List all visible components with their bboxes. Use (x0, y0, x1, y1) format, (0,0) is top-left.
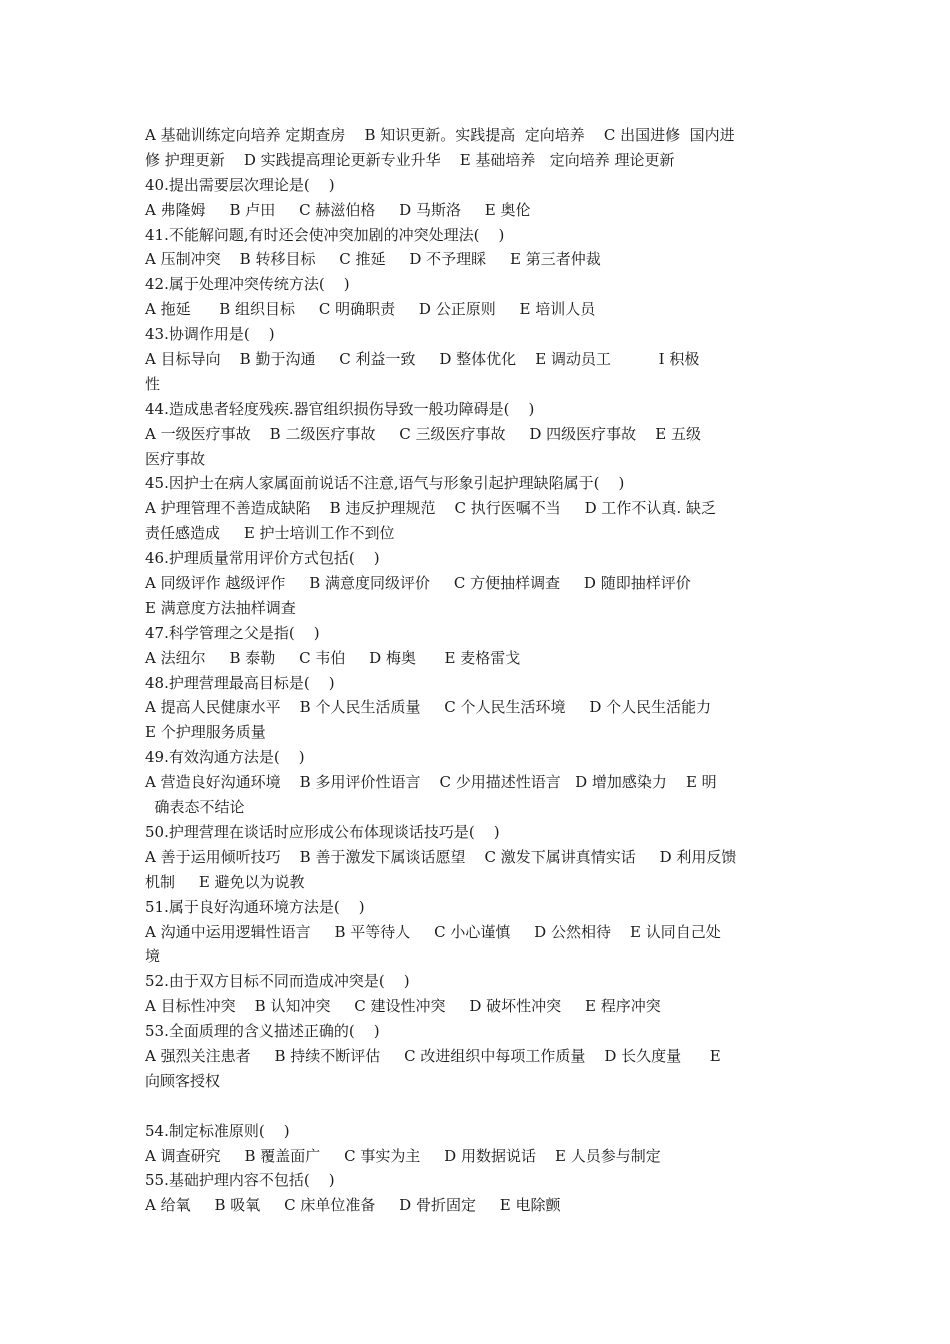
text-line: 47.科学管理之父是指( ) (145, 623, 320, 642)
blank-line (145, 1094, 810, 1119)
text-line: 53.全面质理的含义描述正确的( ) (145, 1022, 380, 1041)
text-line: A 目标性冲突 B 认知冲突 C 建设性冲突 D 破坏性冲突 E 程序冲突 (145, 997, 661, 1016)
text-line: 50.护理营理在谈话时应形成公布体现谈话技巧是( ) (145, 822, 500, 841)
text-line: A 提高人民健康水平 B 个人民生活质量 C 个人民生活环境 D 个人民生活能力 (145, 698, 712, 717)
text-line: 43.协调作用是( ) (145, 325, 275, 344)
text-line: 44.造成患者轻度残疾.器官组织损伤导致一般功障碍是( ) (145, 399, 535, 418)
text-line: A 压制冲突 B 转移目标 C 推延 D 不予理睬 E 第三者仲裁 (145, 250, 601, 269)
text-line: A 目标导向 B 勤于沟通 C 利益一致 D 整体优化 E 调动员工 I 积极 (145, 350, 700, 369)
text-line: A 拖延 B 组织目标 C 明确职责 D 公正原则 E 培训人员 (145, 300, 596, 319)
text-line: A 善于运用倾听技巧 B 善于激发下属谈话愿望 C 激发下属讲真情实话 D 利用反馈 (145, 847, 737, 866)
text-line: 40.提出需要层次理论是( ) (145, 175, 335, 194)
text-line: 向顾客授权 (145, 1071, 221, 1090)
text-line: 性 (145, 374, 161, 393)
text-line: 49.有效沟通方法是( ) (145, 748, 305, 767)
text-line: 51.属于良好沟通环境方法是( ) (145, 897, 365, 916)
text-line: 境 (145, 947, 161, 966)
text-line: A 同级评作 越级评作 B 满意度同级评价 C 方便抽样调查 D 随即抽样评价 (145, 574, 691, 593)
text-line: A 调查研究 B 覆盖面广 C 事实为主 D 用数据说话 E 人员参与制定 (145, 1146, 661, 1165)
text-line: 42.属于处理冲突传统方法( ) (145, 275, 350, 294)
text-line: A 一级医疗事故 B 二级医疗事故 C 三级医疗事故 D 四级医疗事故 E 五级 (145, 424, 701, 443)
text-line: A 基础训练定向培养 定期查房 B 知识更新。实践提高 定向培养 C 出国进修 国内进 (145, 126, 735, 144)
text-line: 52.由于双方目标不同而造成冲突是( ) (145, 972, 410, 991)
text-line: A 营造良好沟通环境 B 多用评价性语言 C 少用描述性语言 D 增加感染力 E 明 (145, 773, 717, 792)
text-line: A 给氧 B 吸氧 C 床单位准备 D 骨折固定 E 电除颤 (145, 1196, 561, 1215)
text-line: E 满意度方法抽样调查 (145, 598, 296, 617)
text-line: 46.护理质量常用评价方式包括( ) (145, 549, 380, 568)
text-line: 修 护理更新 D 实践提高理论更新专业升华 E 基础培养 定向培养 理论更新 (145, 150, 675, 169)
text-line: 48.护理营理最高目标是( ) (145, 673, 335, 692)
text-line: 确表态不结论 (145, 798, 245, 817)
text-line: 54.制定标准原则( ) (145, 1121, 290, 1140)
text-line: 责任感造成 E 护士培训工作不到位 (145, 524, 395, 543)
text-line: E 个护理服务质量 (145, 723, 266, 742)
document-body (145, 123, 810, 1218)
text-line: A 护理管理不善造成缺陷 B 违反护理规范 C 执行医嘱不当 D 工作不认真. 缺乏 (145, 499, 716, 518)
text-line: 41.不能解问题,有时还会使冲突加剧的冲突处理法( ) (145, 225, 505, 244)
text-line: A 弗隆姆 B 卢田 C 赫滋伯格 D 马斯洛 E 奥伦 (145, 200, 531, 219)
text-line: A 法纽尔 B 泰勒 C 韦伯 D 梅奥 E 麦格雷戈 (145, 648, 521, 667)
text-line: 55.基础护理内容不包括( ) (145, 1171, 335, 1190)
text-line: A 沟通中运用逻辑性语言 B 平等待人 C 小心谨慎 D 公然相待 E 认同自己处 (145, 922, 721, 941)
text-line: 机制 E 避免以为说教 (145, 872, 305, 891)
text-line: A 强烈关注患者 B 持续不断评估 C 改进组织中每项工作质量 D 长久度量 E (145, 1046, 721, 1065)
text-line: 45.因护士在病人家属面前说话不注意,语气与形象引起护理缺陷属于( ) (145, 474, 625, 493)
text-line: 医疗事故 (145, 449, 206, 468)
